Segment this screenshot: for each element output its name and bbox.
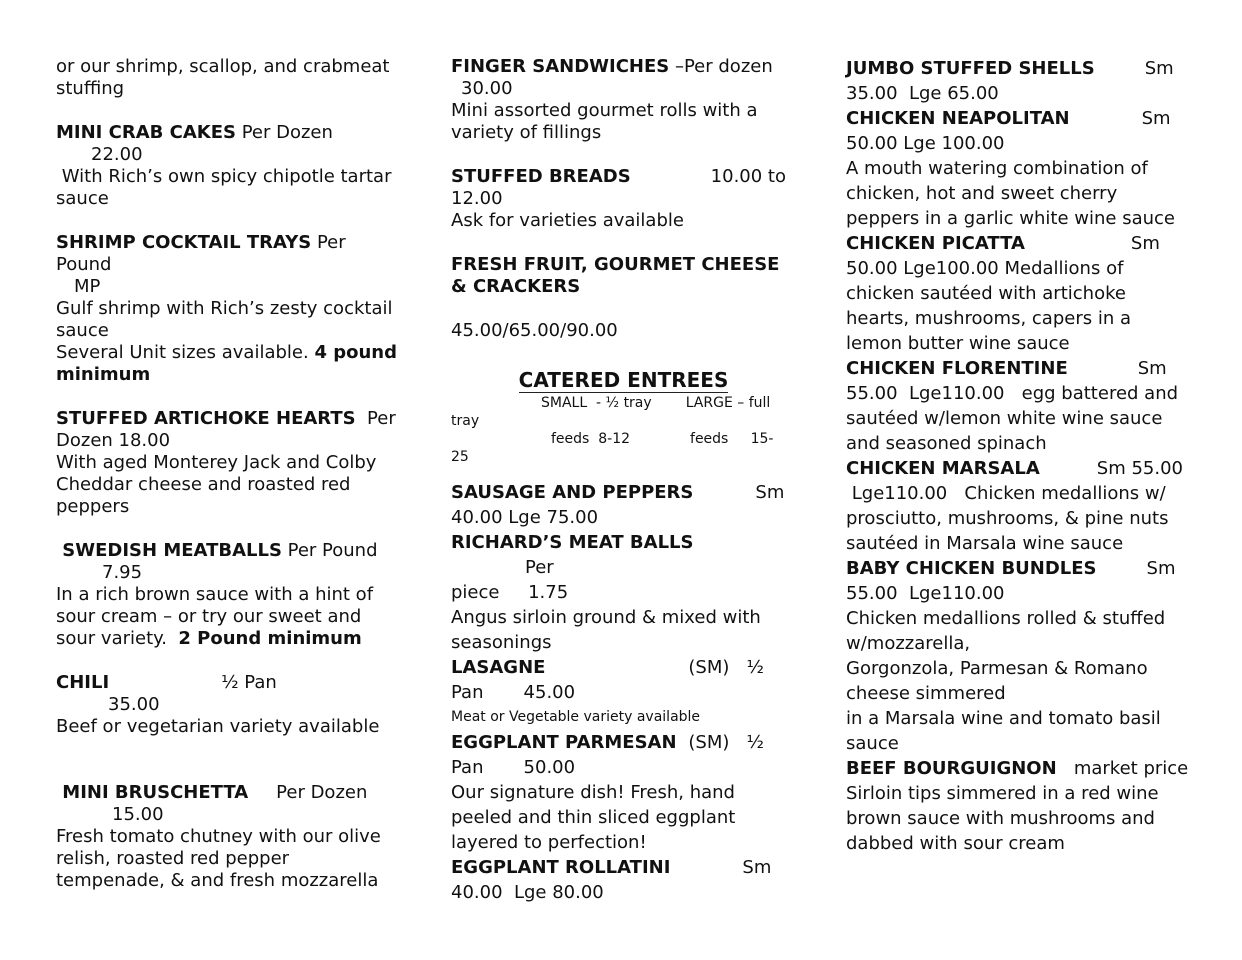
item-unit: Per	[525, 557, 554, 578]
item-price: 35.00 Lge 65.00	[846, 83, 999, 104]
menu-item-jumbo-stuffed-shells	[846, 56, 1191, 106]
menu-item-sausage-peppers	[451, 480, 796, 530]
item-name: CHICKEN MARSALA	[846, 458, 1040, 479]
item-size: (SM) ½	[688, 657, 764, 678]
item-name: JUMBO STUFFED SHELLS	[846, 58, 1095, 79]
item-price: piece 1.75	[451, 582, 569, 603]
item-size: (SM) ½	[688, 732, 764, 753]
item-size: Sm	[1146, 558, 1176, 579]
item-unit: Per Dozen 18.00	[56, 408, 402, 451]
item-price: 35.00	[108, 694, 160, 715]
item-note: Several Unit sizes available.	[56, 342, 315, 363]
item-price: MP	[74, 276, 101, 297]
item-name: CHICKEN NEAPOLITAN	[846, 108, 1070, 129]
item-unit: Per Pound	[281, 540, 378, 561]
item-name: CHILI	[56, 672, 110, 693]
item-price: Pan 45.00	[451, 682, 576, 703]
menu-item-baby-chicken-bundles	[846, 556, 1191, 756]
size-large-feeds: feeds 15-	[690, 431, 774, 447]
menu-item-eggplant-rollatini	[451, 855, 796, 905]
menu-item-finger-sandwiches	[451, 56, 796, 144]
menu-item-chicken-neapolitan	[846, 106, 1191, 231]
menu-item-stuffed-artichoke	[56, 408, 401, 518]
item-minimum: 2 Pound minimum	[178, 628, 362, 649]
item-unit: ½ Pan	[221, 672, 277, 693]
item-name: STUFFED BREADS	[451, 166, 631, 187]
menu-item-mini-bruschetta	[56, 782, 401, 892]
item-price: 45.00/65.00/90.00	[451, 320, 618, 341]
section-heading: CATERED ENTREES	[518, 368, 729, 392]
item-desc: Ask for varieties available	[451, 210, 684, 231]
item-name: CHICKEN PICATTA	[846, 233, 1025, 254]
item-price: 40.00 Lge 75.00	[451, 507, 599, 528]
item-desc: Fresh tomato chutney with our olive relish, roasted red pepper tempenade, & and fresh mozzarella	[56, 826, 381, 891]
menu-column-3	[846, 56, 1191, 856]
menu-item-swedish-meatballs	[56, 540, 401, 650]
menu-item-chicken-florentine	[846, 356, 1191, 456]
item-name: FRESH FRUIT, GOURMET CHEESE & CRACKERS	[451, 254, 780, 297]
item-price: 55.00 Lge110.00	[846, 583, 1005, 604]
menu-item-fresh-fruit	[451, 254, 796, 342]
item-price: 22.00	[91, 144, 143, 165]
size-small-label: SMALL - ½ tray	[541, 395, 652, 411]
item-desc: 50.00 Lge100.00 Medallions of chicken sautéed with artichoke hearts, mushrooms, capers in a lemon butter wine sauce	[846, 258, 1131, 354]
item-price: 50.00 Lge 100.00	[846, 133, 1005, 154]
menu-item-richards-meat-balls	[451, 530, 796, 655]
item-size: Sm	[1130, 233, 1160, 254]
item-price: 10.00 to	[710, 166, 786, 187]
item-name: CHICKEN FLORENTINE	[846, 358, 1068, 379]
item-size: Sm	[742, 857, 772, 878]
menu-column-1	[56, 56, 401, 892]
item-price: 15.00	[112, 804, 164, 825]
item-desc: Lge110.00 Chicken medallions w/ prosciutto, mushrooms, & pine nuts sautéed in Marsala wine sauce	[846, 483, 1175, 554]
item-size: Sm	[755, 482, 785, 503]
item-price: 30.00	[461, 78, 513, 99]
item-unit: –Per dozen	[669, 56, 773, 77]
item-name: MINI CRAB CAKES	[56, 122, 236, 143]
item-desc: Sirloin tips simmered in a red wine brown sauce with mushrooms and dabbed with sour cream	[846, 783, 1159, 854]
menu-item-chili	[56, 672, 401, 738]
menu-item-chicken-marsala	[846, 456, 1191, 556]
item-desc: 55.00 Lge110.00 egg battered and sautéed w/lemon white wine sauce and seasoned spinach	[846, 383, 1184, 454]
item-name: SWEDISH MEATBALLS	[56, 540, 282, 561]
size-large-feeds-cont: 25	[451, 449, 469, 465]
size-small-feeds: feeds 8-12	[551, 431, 631, 447]
item-name: SAUSAGE AND PEPPERS	[451, 482, 694, 503]
item-unit: Per Dozen	[235, 122, 333, 143]
item-price: 7.95	[102, 562, 143, 583]
item-unit: Per Dozen	[276, 782, 368, 803]
item-name: STUFFED ARTICHOKE HEARTS	[56, 408, 356, 429]
item-minimum: 4 pound minimum	[56, 342, 397, 385]
item-note: Meat or Vegetable variety available	[451, 709, 701, 725]
item-desc: Gulf shrimp with Rich’s zesty cocktail sauce	[56, 298, 393, 341]
item-desc: Angus sirloin ground & mixed with seasonings	[451, 607, 761, 653]
item-name: BEEF BOURGUIGNON	[846, 758, 1057, 779]
item-size: Sm 55.00	[1096, 458, 1183, 479]
size-legend	[451, 394, 796, 466]
item-size: Sm	[1137, 358, 1167, 379]
item-desc: Mini assorted gourmet rolls with a variety of fillings	[451, 100, 758, 143]
menu-item-chicken-picatta	[846, 231, 1191, 356]
item-desc: Gorgonzola, Parmesan & Romano cheese simmered	[846, 658, 1148, 704]
item-name: BABY CHICKEN BUNDLES	[846, 558, 1097, 579]
item-size: Sm	[1141, 108, 1171, 129]
item-desc: With Rich’s own spicy chipotle tartar sauce	[56, 166, 398, 209]
item-size: Sm	[1144, 58, 1174, 79]
item-price: Pan 50.00	[451, 757, 576, 778]
item-desc: With aged Monterey Jack and Colby Cheddar cheese and roasted red peppers	[56, 452, 377, 517]
menu-item-shrimp-cocktail	[56, 232, 401, 386]
item-name: SHRIMP COCKTAIL TRAYS	[56, 232, 312, 253]
item-desc: Our signature dish! Fresh, hand peeled and thin sliced eggplant layered to perfection!	[451, 782, 736, 853]
menu-item-beef-bourguignon	[846, 756, 1191, 856]
menu-item-stuffed-breads	[451, 166, 796, 232]
item-name: RICHARD’S MEAT BALLS	[451, 532, 694, 553]
item-desc: In a rich brown sauce with a hint of sour cream – or try our sweet and sour variety.	[56, 584, 379, 649]
item-name: EGGPLANT ROLLATINI	[451, 857, 671, 878]
item-name: EGGPLANT PARMESAN	[451, 732, 677, 753]
item-desc: in a Marsala wine and tomato basil sauce	[846, 708, 1161, 754]
item-unit: Per Pound	[56, 232, 346, 275]
item-name: FINGER SANDWICHES	[451, 56, 670, 77]
item-price: 40.00 Lge 80.00	[451, 882, 604, 903]
item-name: MINI BRUSCHETTA	[56, 782, 249, 803]
menu-item-eggplant-parmesan	[451, 730, 796, 855]
size-large-label: LARGE – full	[685, 395, 771, 411]
item-name: LASAGNE	[451, 657, 546, 678]
item-desc: A mouth watering combination of chicken, hot and sweet cherry peppers in a garlic white wine sauce	[846, 158, 1175, 229]
item-desc: Beef or vegetarian variety available	[56, 716, 380, 737]
item-unit: market price	[1056, 758, 1189, 779]
size-large-label-cont: tray	[451, 413, 480, 429]
item-price-cont: 12.00	[451, 188, 503, 209]
menu-item-lasagne	[451, 655, 796, 730]
item-desc: Chicken medallions rolled & stuffed w/mozzarella,	[846, 608, 1166, 654]
menu-column-2	[451, 56, 796, 905]
menu-item-mini-crab-cakes	[56, 122, 401, 210]
intro-text: or our shrimp, scallop, and crabmeat stuffing	[56, 56, 390, 99]
